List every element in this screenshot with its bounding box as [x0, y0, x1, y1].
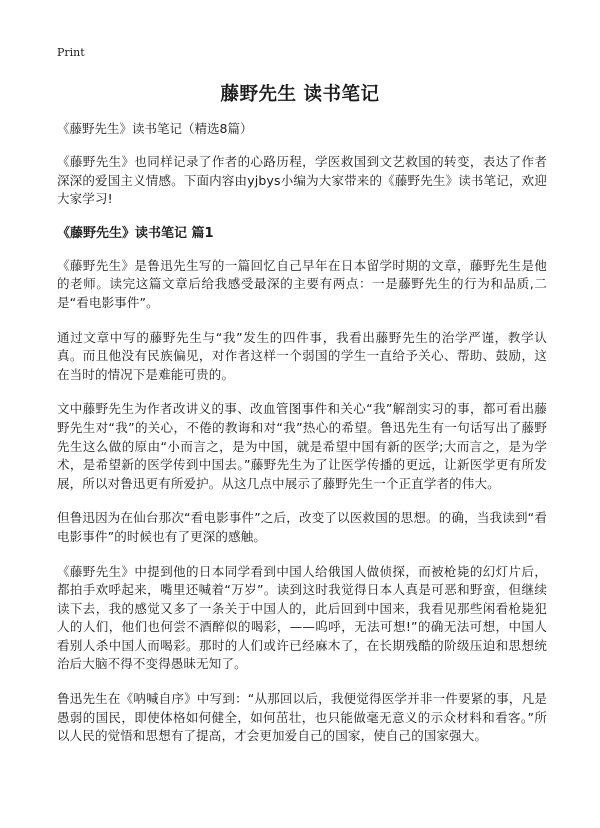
- intro-paragraph: 《藤野先生》也同样记录了作者的心路历程，学医救国到文艺救国的转变，表达了作者深深的爱国主义情感。下面内容由yjbys小编为大家带来的《藤野先生》读书笔记，欢迎大家学习!: [57, 154, 547, 207]
- body-paragraph-1: 《藤野先生》是鲁迅先生写的一篇回忆自己早年在日本留学时期的文章，藤野先生是他的老师。读完这篇文章后给我感受最深的主要有两点：一是藤野先生的行为和品质,二是“看电影事件”。: [57, 257, 547, 310]
- article-body: [57, 120, 547, 762]
- body-paragraph-3: 文中藤野先生为作者改讲义的事、改血管图事件和关心“我”解剖实习的事，都可看出藤野先生对“我”的关心，不倦的教诲和对“我”热心的希望。鲁迅先生有一句话写出了藤野先生这么做的原由“小而言之，是为中国，就是希望中国有新的医学;大而言之，是为学术，是希望新的医学传到中国去。”藤野先生为了让医学传播的更远，让新医学更有所发展，所以对鲁迅更有所爱护。从这几点中展示了藤野先生一个正直学者的伟大。: [57, 401, 547, 491]
- body-paragraph-6: 鲁迅先生在《呐喊自序》中写到：“从那回以后，我便觉得医学并非一件要紧的事，凡是愚弱的国民，即使体格如何健全，如何茁壮，也只能做毫无意义的示众材料和看客。”所以人民的觉悟和思想有了提高，才会更加爱自己的国家，使自己的国家强大。: [57, 691, 547, 744]
- article-subtitle: 《藤野先生》读书笔记（精选8篇）: [57, 121, 253, 136]
- body-paragraph-4: 但鲁迅因为在仙台那次“看电影事件”之后，改变了以医救国的思想。的确，当我读到“看电影事件”的时候也有了更深的感触。: [57, 510, 547, 544]
- body-paragraph-2: 通过文章中写的藤野先生与“我”发生的四件事，我看出藤野先生的治学严谨，教学认真。而且他没有民族偏见，对作者这样一个弱国的学生一直给予关心、帮助、鼓励，这在当时的情况下是难能可贵的。: [57, 329, 547, 382]
- section-heading: 《藤野先生》读书笔记 篇1: [57, 225, 214, 241]
- page-title: 藤野先生 读书笔记: [220, 84, 380, 105]
- body-paragraph-5: 《藤野先生》中提到他的日本同学看到中国人给俄国人做侦探，而被枪毙的幻灯片后，都拍手欢呼起来，嘴里还喊着“万岁”。读到这时我觉得日本人真是可恶和野蛮，但继续读下去，我的感觉又多了一条关于中国人的，此后回到中国来，我看见那些闲看枪毙犯人的人们，他们也何尝不酒醉似的喝彩，——呜呼，无法可想!”的确无法可想，中国人看别人杀中国人而喝彩。那时的人们或许已经麻木了，在长期残酷的阶级压迫和思想统治后大脑不得不变得愚昧无知了。: [57, 563, 547, 672]
- print-link[interactable]: Print: [57, 46, 85, 59]
